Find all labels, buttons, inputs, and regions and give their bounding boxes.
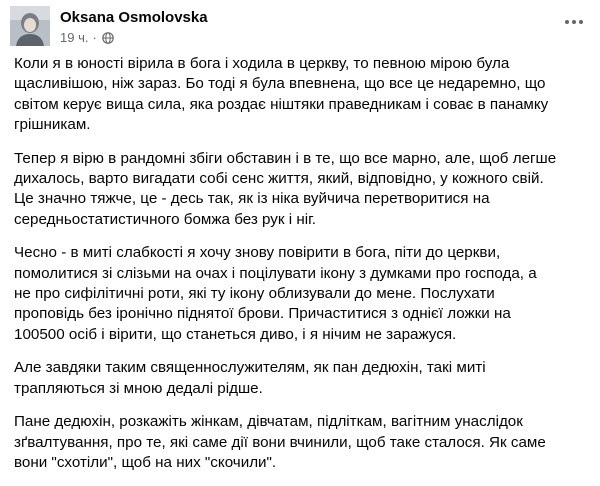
- more-options-icon: [565, 20, 569, 24]
- post-header: [10, 6, 590, 52]
- post-time[interactable]: 19 ч.: [60, 30, 89, 45]
- author-name[interactable]: Oksana Osmolovska: [60, 9, 208, 26]
- post-paragraph: Тепер я вірю в рандомні збіги обставин і в те, що все марно, але, щоб легше дихалось, варто вигадати собі сенс життя, який, відповідно, у кожного свій. Це значно тяжче, це - десь так, як із ніка вуйчича перетворитися на середньостатистичного бомжа без рук і ніг.: [14, 149, 557, 228]
- meta-separator: ·: [92, 30, 97, 45]
- post-text: [14, 54, 588, 486]
- post-paragraph: Пане дедюхін, розкажіть жінкам, дівчатам, підліткам, вагітним унаслідок зґвалтування, про те, які саме дії вони вчинили, щоб таке сталося. Як саме вони "схотіли", щоб на них "скочили".: [14, 413, 546, 471]
- more-options-icon: [579, 20, 583, 24]
- avatar[interactable]: [10, 6, 50, 46]
- avatar-photo-icon: [10, 6, 50, 46]
- post-paragraph: Чесно - в миті слабкості я хочу знову повірити в бога, піти до церкви, помолитися зі слізьми на очах і поцілувати ікону з думками про господа, а не про сифілітичні роти, які ту ікону облизували до мене. Послухати проповідь без іронічно піднятої брови. Причаститися з однієї ложки на 100500 осіб і вірити, що станеться диво, і я нічим не заражуся.: [14, 244, 537, 343]
- post-paragraph: Коли я в юності вірила в бога і ходила в церкву, то певною мірою була щасливішою, ніж зараз. Бо тоді я була впевнена, що все це недаремно, що світом керує вища сила, яка роздає ніштяки праведникам і соває в панамку грішникам.: [14, 55, 549, 134]
- more-options-icon: [572, 20, 576, 24]
- more-options-button[interactable]: [560, 12, 588, 32]
- post-meta: [60, 30, 114, 45]
- post-paragraph: Але завдяки таким священнослужителям, як пан дедюхін, такі миті трапляються зі мною дедалі рідше.: [14, 359, 486, 397]
- globe-icon: [102, 32, 114, 44]
